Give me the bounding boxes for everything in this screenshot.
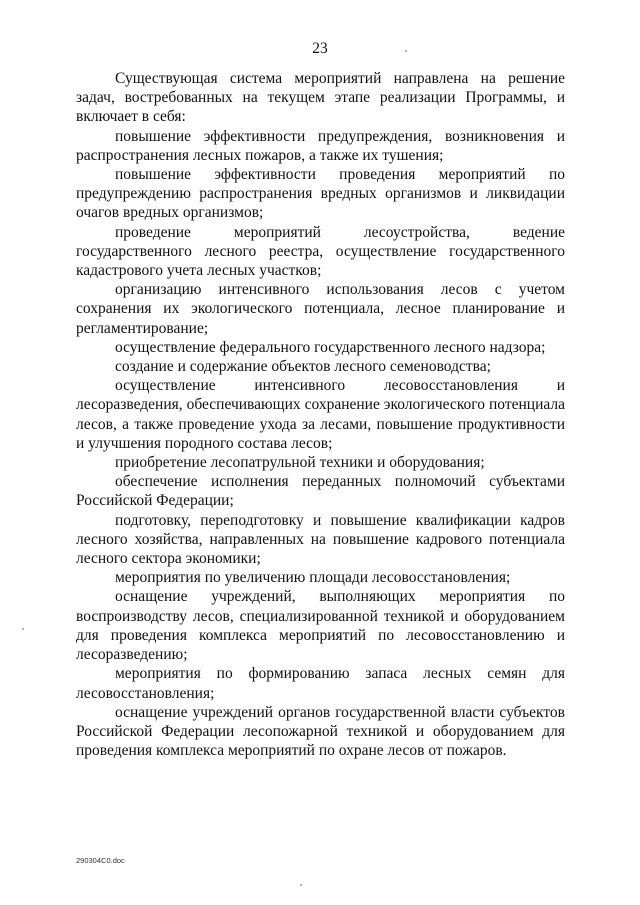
list-item: оснащение учреждений, выполняющих мероприятия по воспроизводству лесов, специализированной техникой и оборудованием для проведения комплекса мероприятий по лесовосстановлению и лесоразведению;	[76, 588, 565, 664]
document-body	[76, 69, 565, 760]
list-item: мероприятия по формированию запаса лесных семян для лесовосстановления;	[76, 665, 565, 702]
scan-speck	[300, 884, 302, 886]
list-item: приобретение лесопатрульной техники и оборудования;	[115, 454, 485, 472]
list-item: проведение мероприятий лесоустройства, ведение государственного лесного реестра, осуществление государственного кадастрового учета лесных участков;	[76, 223, 565, 280]
list-item: повышение эффективности проведения мероприятий по предупреждению распространения вредных организмов и ликвидации очагов вредных организмов;	[76, 166, 565, 222]
list-item: мероприятия по увеличению площади лесовосстановления;	[115, 569, 511, 587]
page-number: 23	[312, 40, 328, 57]
scan-speck	[405, 50, 407, 52]
list-item: повышение эффективности предупреждения, возникновения и распространения лесных пожаров, а также их тушения;	[76, 127, 565, 164]
list-item: организацию интенсивного использования лесов с учетом сохранения их экологического потенциала, лесное планирование и регламентирование;	[76, 281, 565, 337]
list-item: оснащение учреждений органов государственной власти субъектов Российской Федерации лесопожарной техникой и оборудованием для проведения комплекса мероприятий по охране лесов от пожаров.	[76, 703, 565, 760]
list-item: осуществление федерального государственного лесного надзора;	[115, 338, 546, 356]
list-item: обеспечение исполнения переданных полномочий субъектами Российской Федерации;	[76, 473, 565, 510]
footer-file-code: 290304C0.doc	[76, 856, 125, 865]
list-item: осуществление интенсивного лесовосстановления и лесоразведения, обеспечивающих сохранение экологического потенциала лесов, а также проведение ухода за лесами, повышение продуктивности и улучшения породного состава лесов;	[76, 377, 565, 452]
list-item: создание и содержание объектов лесного семеноводства;	[115, 358, 491, 376]
intro-paragraph: Существующая система мероприятий направлена на решение задач, востребованных на текущем этапе реализации Программы, и включает в себя:	[76, 70, 565, 126]
list-item: подготовку, переподготовку и повышение квалификации кадров лесного хозяйства, направленных на повышение кадрового потенциала лесного сектора экономики;	[76, 511, 565, 568]
scan-speck	[22, 628, 24, 630]
